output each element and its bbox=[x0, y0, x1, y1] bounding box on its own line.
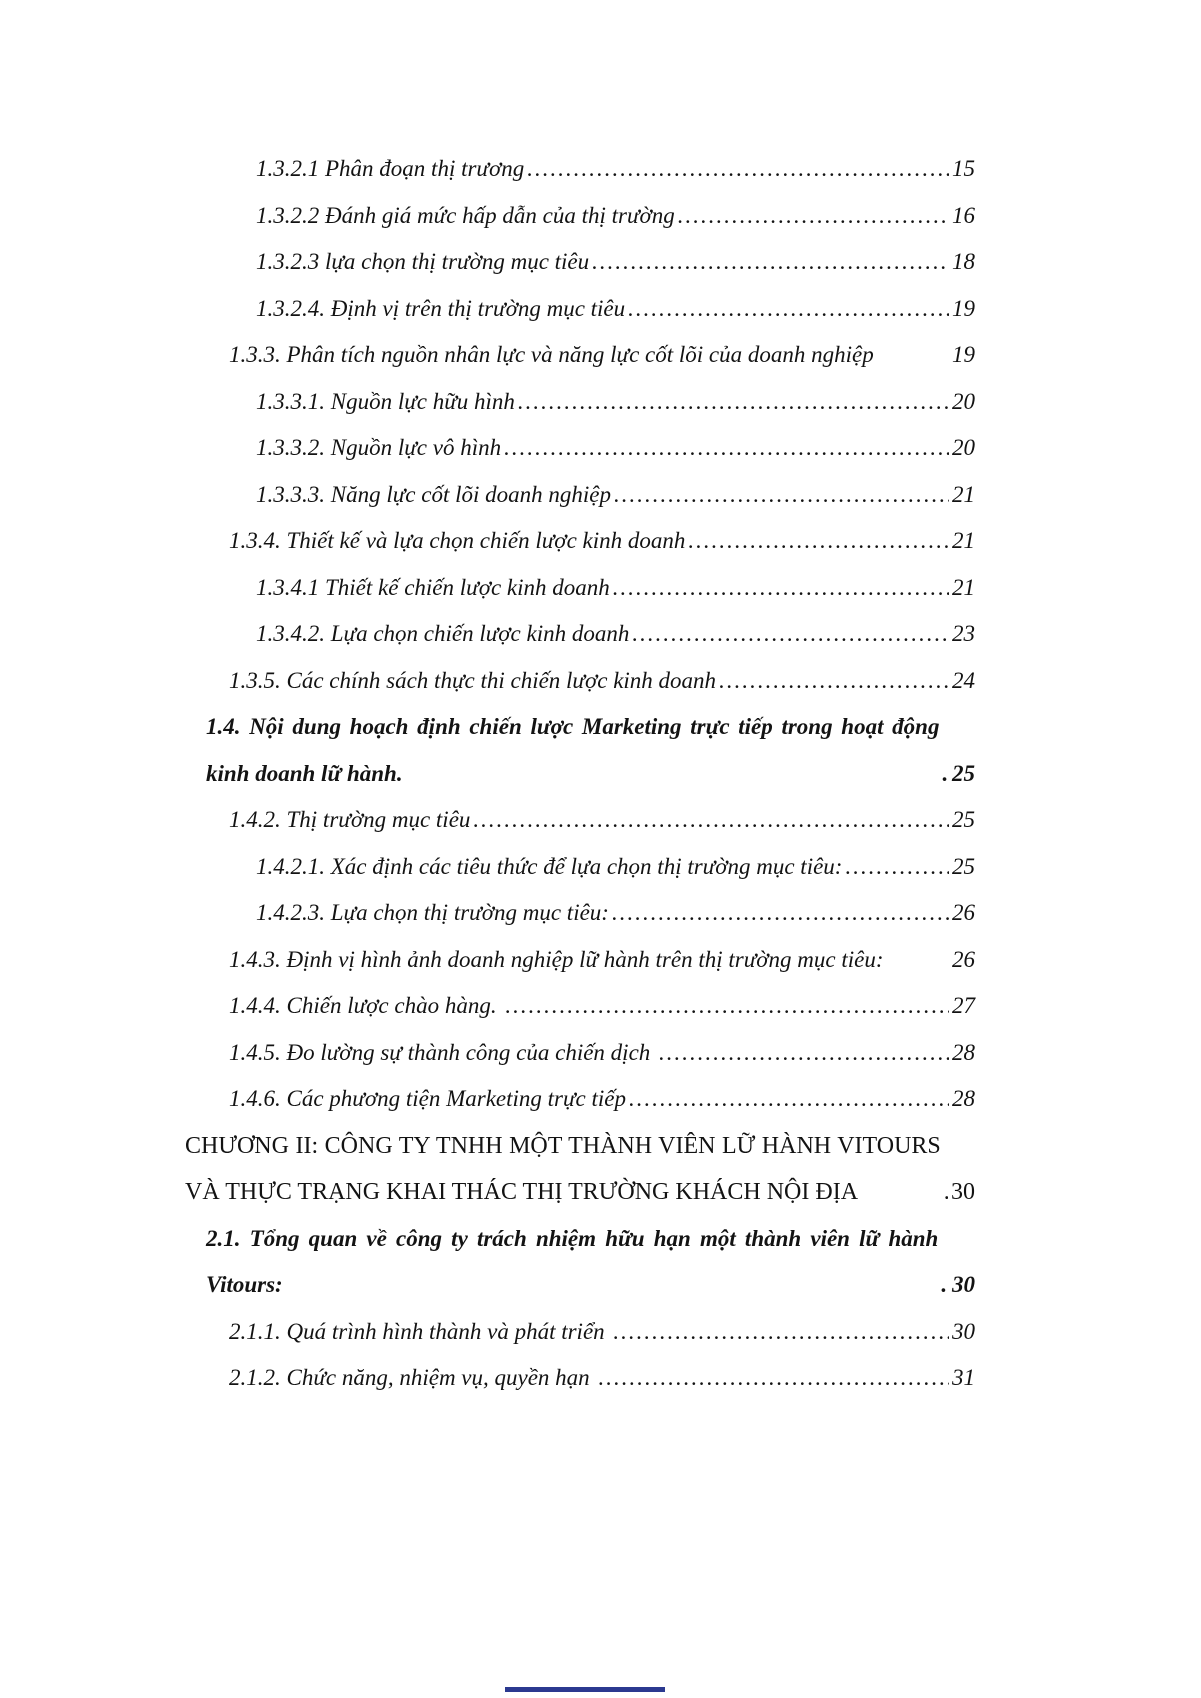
toc-item bbox=[185, 890, 975, 937]
toc-item-title: 2.1. Tổng quan về công ty trách nhiệm hữu hạn một thành viên lữ hành Vitours: bbox=[206, 1225, 945, 1297]
toc-item bbox=[185, 425, 975, 472]
toc-leader-dots bbox=[941, 1262, 949, 1309]
toc-leader-dots bbox=[678, 193, 949, 240]
toc-item-title: 2.1.1. Quá trình hình thành và phát triển bbox=[229, 1318, 611, 1344]
toc-leader-dots bbox=[632, 611, 949, 658]
toc-item bbox=[185, 1216, 975, 1309]
toc-page-number: 28 bbox=[952, 1039, 975, 1065]
toc-page-number: 20 bbox=[952, 388, 975, 414]
toc-item-title: 1.4.3. Định vị hình ảnh doanh nghiệp lữ hành trên thị trường mục tiêu: bbox=[229, 946, 884, 972]
toc-item-title: 1.4. Nội dung hoạch định chiến lược Marketing trực tiếp trong hoạt động kinh doanh lữ hành. bbox=[206, 714, 946, 786]
toc-item bbox=[185, 937, 975, 984]
toc-item bbox=[185, 286, 975, 333]
toc-page-number: 20 bbox=[952, 435, 975, 460]
toc-item bbox=[185, 1309, 975, 1356]
toc-item bbox=[185, 1030, 975, 1077]
toc-leader-dots bbox=[659, 1030, 949, 1077]
toc-leader-dots bbox=[688, 518, 949, 565]
toc-item-title: 1.3.3.2. Nguồn lực vô hình bbox=[256, 435, 502, 460]
toc-page-number: 19 bbox=[952, 295, 975, 321]
toc-item-title: CHƯƠNG II: CÔNG TY TNHH MỘT THÀNH VIÊN LỮ HÀNH VITOURS VÀ THỰC TRẠNG KHAI THÁC THỊ TRƯỜNG KHÁCH NỘI ĐỊA bbox=[185, 1132, 947, 1205]
toc-leader-dots bbox=[614, 472, 949, 519]
toc-item-title: 1.4.2. Thị trường mục tiêu bbox=[229, 807, 471, 832]
toc-leader-dots bbox=[628, 286, 949, 333]
toc-item bbox=[185, 1355, 975, 1402]
toc-item-title: 1.4.2.1. Xác định các tiêu thức để lựa chọn thị trường mục tiêu: bbox=[256, 853, 843, 879]
toc-page-number: 26 bbox=[952, 900, 975, 925]
toc-leader-dots bbox=[944, 1169, 948, 1216]
toc-item bbox=[185, 1076, 975, 1123]
toc-leader-dots bbox=[598, 1355, 949, 1402]
page-bottom-artifact bbox=[505, 1687, 665, 1692]
toc-leader-dots bbox=[942, 751, 949, 798]
toc-page-number: 30 bbox=[951, 1179, 975, 1205]
toc-page-number: 30 bbox=[952, 1272, 975, 1297]
toc-item-title: 1.3.3. Phân tích nguồn nhân lực và năng lực cốt lõi của doanh nghiệp bbox=[229, 342, 874, 367]
toc-page-number: 31 bbox=[952, 1365, 975, 1390]
toc-page-number: 16 bbox=[952, 202, 975, 228]
toc-item-title: 1.4.2.3. Lựa chọn thị trường mục tiêu: bbox=[256, 900, 609, 925]
toc-item bbox=[185, 472, 975, 519]
toc-item-title: 1.3.4.2. Lựa chọn chiến lược kinh doanh bbox=[256, 621, 630, 646]
toc-item bbox=[185, 983, 975, 1030]
toc-leader-dots bbox=[719, 658, 949, 705]
toc-leader-dots bbox=[845, 844, 949, 891]
toc-page-number: 21 bbox=[952, 481, 975, 507]
toc-leader-dots bbox=[613, 565, 949, 612]
toc-leader-dots bbox=[613, 1309, 949, 1356]
toc-item bbox=[185, 1123, 975, 1216]
toc-page-number: 26 bbox=[952, 946, 975, 972]
toc-page-number: 19 bbox=[952, 342, 975, 367]
toc-page-number: 25 bbox=[952, 853, 975, 879]
toc-page-number: 27 bbox=[952, 993, 975, 1018]
toc-item-title: 1.4.4. Chiến lược chào hàng. bbox=[229, 993, 503, 1018]
toc-page-number: 21 bbox=[952, 528, 975, 553]
toc-item bbox=[185, 193, 975, 240]
toc-item bbox=[185, 658, 975, 705]
toc-item bbox=[185, 146, 975, 193]
toc-item-title: 1.3.4. Thiết kế và lựa chọn chiến lược kinh doanh bbox=[229, 528, 686, 553]
toc-leader-dots bbox=[518, 379, 949, 426]
toc-page-number: 25 bbox=[952, 807, 975, 832]
toc-leader-dots bbox=[505, 983, 949, 1030]
toc-page-number: 23 bbox=[952, 621, 975, 646]
toc-page-number: 25 bbox=[952, 760, 975, 786]
toc-item-title: 2.1.2. Chức năng, nhiệm vụ, quyền hạn bbox=[229, 1365, 596, 1390]
toc-item-title: 1.3.3.3. Năng lực cốt lõi doanh nghiệp bbox=[256, 481, 611, 507]
toc-item bbox=[185, 844, 975, 891]
toc-item bbox=[185, 797, 975, 844]
toc-leader-dots bbox=[612, 890, 949, 937]
toc-item-title: 1.3.2.4. Định vị trên thị trường mục tiêu bbox=[256, 295, 626, 321]
toc-leader-dots bbox=[592, 239, 949, 286]
toc-item bbox=[185, 332, 975, 379]
toc-item-title: 1.3.3.1. Nguồn lực hữu hình bbox=[256, 388, 515, 414]
toc-item bbox=[185, 565, 975, 612]
toc-item bbox=[185, 704, 975, 797]
toc-item-title: 1.4.5. Đo lường sự thành công của chiến dịch bbox=[229, 1039, 657, 1065]
toc-leader-dots bbox=[629, 1076, 949, 1123]
toc-page-number: 15 bbox=[952, 156, 975, 181]
toc-page-number: 30 bbox=[952, 1318, 975, 1344]
toc-page-number: 21 bbox=[952, 574, 975, 600]
toc-leader-dots bbox=[527, 146, 949, 193]
toc-item-title: 1.3.2.3 lựa chọn thị trường mục tiêu bbox=[256, 249, 590, 274]
toc-item bbox=[185, 518, 975, 565]
toc-leader-dots bbox=[473, 797, 949, 844]
toc-item bbox=[185, 611, 975, 658]
toc-item bbox=[185, 239, 975, 286]
toc-item-title: 1.3.4.1 Thiết kế chiến lược kinh doanh bbox=[256, 574, 610, 600]
toc-item-title: 1.3.5. Các chính sách thực thi chiến lược kinh doanh bbox=[229, 667, 717, 693]
toc-item-title: 1.3.2.1 Phân đoạn thị trương bbox=[256, 156, 525, 181]
toc-item bbox=[185, 379, 975, 426]
toc-page-number: 18 bbox=[952, 249, 975, 274]
toc-leader-dots bbox=[504, 425, 949, 472]
toc-item-title: 1.3.2.2 Đánh giá mức hấp dẫn của thị trường bbox=[256, 202, 675, 228]
toc-item-title: 1.4.6. Các phương tiện Marketing trực tiếp bbox=[229, 1086, 626, 1111]
toc-page-number: 24 bbox=[952, 667, 975, 693]
toc-page-number: 28 bbox=[952, 1086, 975, 1111]
table-of-contents bbox=[185, 146, 975, 1402]
